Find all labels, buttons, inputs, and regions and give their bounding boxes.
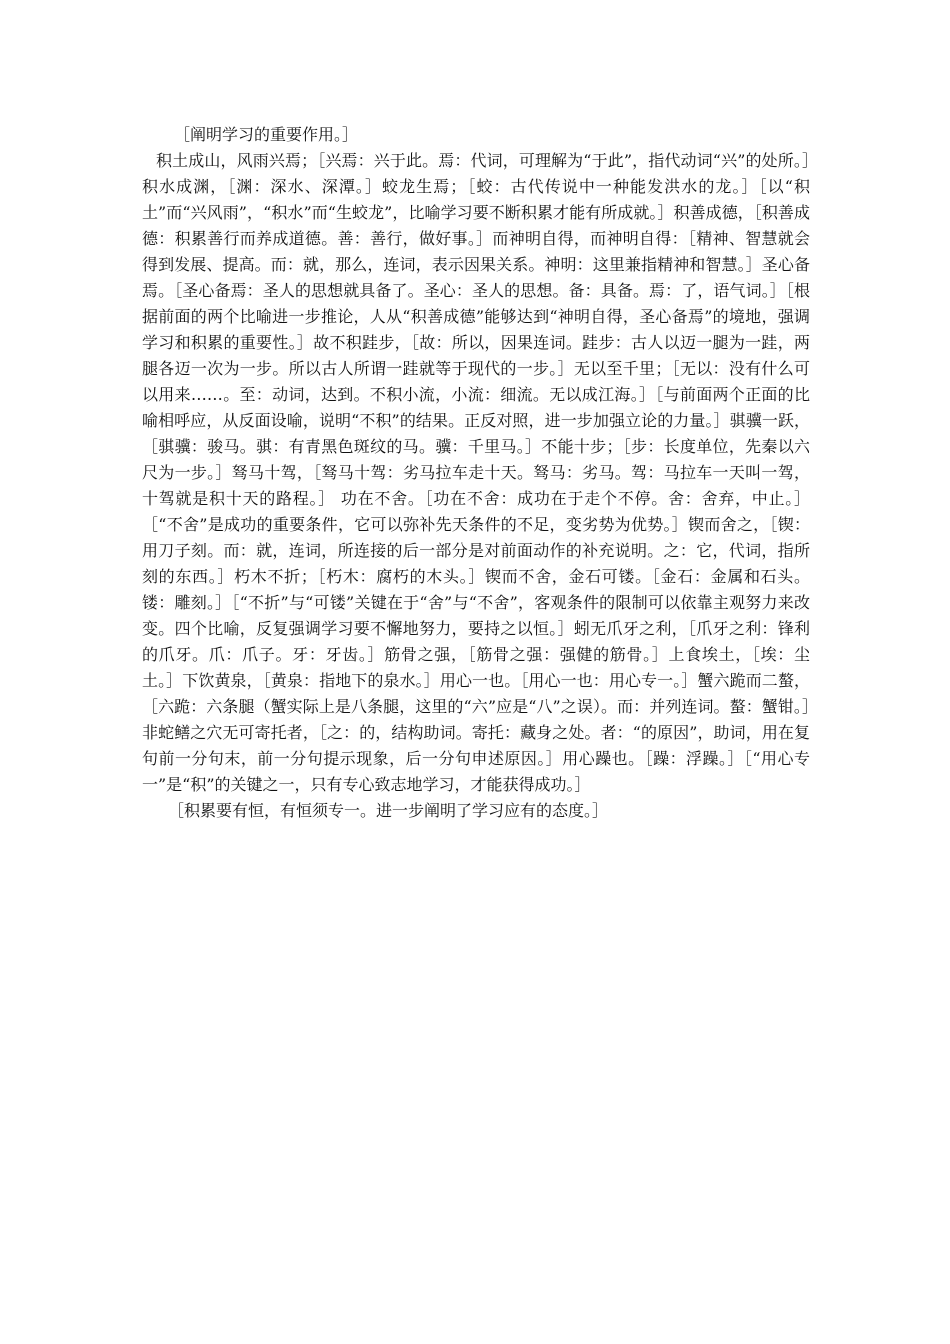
annotated-body-paragraph: 积土成山，风雨兴焉；［兴焉：兴于此。焉：代词，可理解为“于此”，指代动词“兴”的处所。］积水成渊，［渊：深水、深潭。］蛟龙生焉；［蛟：古代传说中一种能发洪水的龙。］［以“积土”而“兴风雨”，“积水”而“生蛟龙”，比喻学习要不断积累才能有所成就。］积善成德，［积善成德：积累善行而养成道德。善：善行，做好事。］而神明自得，而神明自得：［精神、智慧就会得到发展、提高。而：就，那么，连词，表示因果关系。神明：这里兼指精神和智慧。］圣心备焉。［圣心备焉：圣人的思想就具备了。圣心：圣人的思想。备：具备。焉：了，语气词。］［根据前面的两个比喻进一步推论，人从“积善成德”能够达到“神明自得，圣心备焉”的境地，强调学习和积累的重要性。］故不积跬步，［故：所以，因果连词。跬步：古人以迈一腿为一跬，两腿各迈一次为一步。所以古人所谓一跬就等于现代的一步。］无以至千里；［无以：没有什么可以用来……。至：动词，达到。不积小流，小流：细流。无以成江海。］［与前面两个正面的比喻相呼应，从反面设喻，说明“不积”的结果。正反对照，进一步加强立论的力量。］骐骥一跃，［骐骥：骏马。骐：有青黑色斑纹的马。骥：千里马。］不能十步；［步：长度单位，先秦以六尺为一步。］驽马十驾，［驽马十驾：劣马拉车走十天。驽马：劣马。驾：马拉车一天叫一驾，十驾就是积十天的路程。］ 功在不舍。［功在不舍：成功在于走个不停。舍：舍弃，中止。］［“不舍”是成功的重要条件，它可以弥补先天条件的不足，变劣势为优势。］锲而舍之，［锲：用刀子刻。而：就，连词，所连接的后一部分是对前面动作的补充说明。之：它，代词，指所刻的东西。］朽木不折；［朽木：腐朽的木头。］锲而不舍，金石可镂。［金石：金属和石头。镂：雕刻。］［“不折”与“可镂”关键在于“舍”与“不舍”，客观条件的限制可以依靠主观努力来改变。四个比喻，反复强调学习要不懈地努力，要持之以恒。］蚓无爪牙之利，［爪牙之利：锋利的爪牙。爪：爪子。牙：牙齿。］筋骨之强，［筋骨之强：强健的筋骨。］上食埃土，［埃：尘土。］下饮黄泉，［黄泉：指地下的泉水。］用心一也。［用心一也：用心专一。］蟹六跪而二螯，［六跪：六条腿（蟹实际上是八条腿，这里的“六”应是“八”之误）。而：并列连词。螯：蟹钳。］非蛇鳝之穴无可寄托者，［之：的，结构助词。寄托：藏身之处。者：“的原因”，助词，用在复句前一分句末，前一分句提示现象，后一分句申述原因。］用心躁也。［躁：浮躁。］［“用心专一”是“积”的关键之一，只有专心致志地学习，才能获得成功。］ [142, 151, 810, 794]
closing-note: ［积累要有恒，有恒须专一。进一步阐明了学习应有的态度。］ [168, 801, 609, 820]
intro-note: ［阐明学习的重要作用。］ [174, 125, 359, 144]
document-text [142, 122, 810, 824]
